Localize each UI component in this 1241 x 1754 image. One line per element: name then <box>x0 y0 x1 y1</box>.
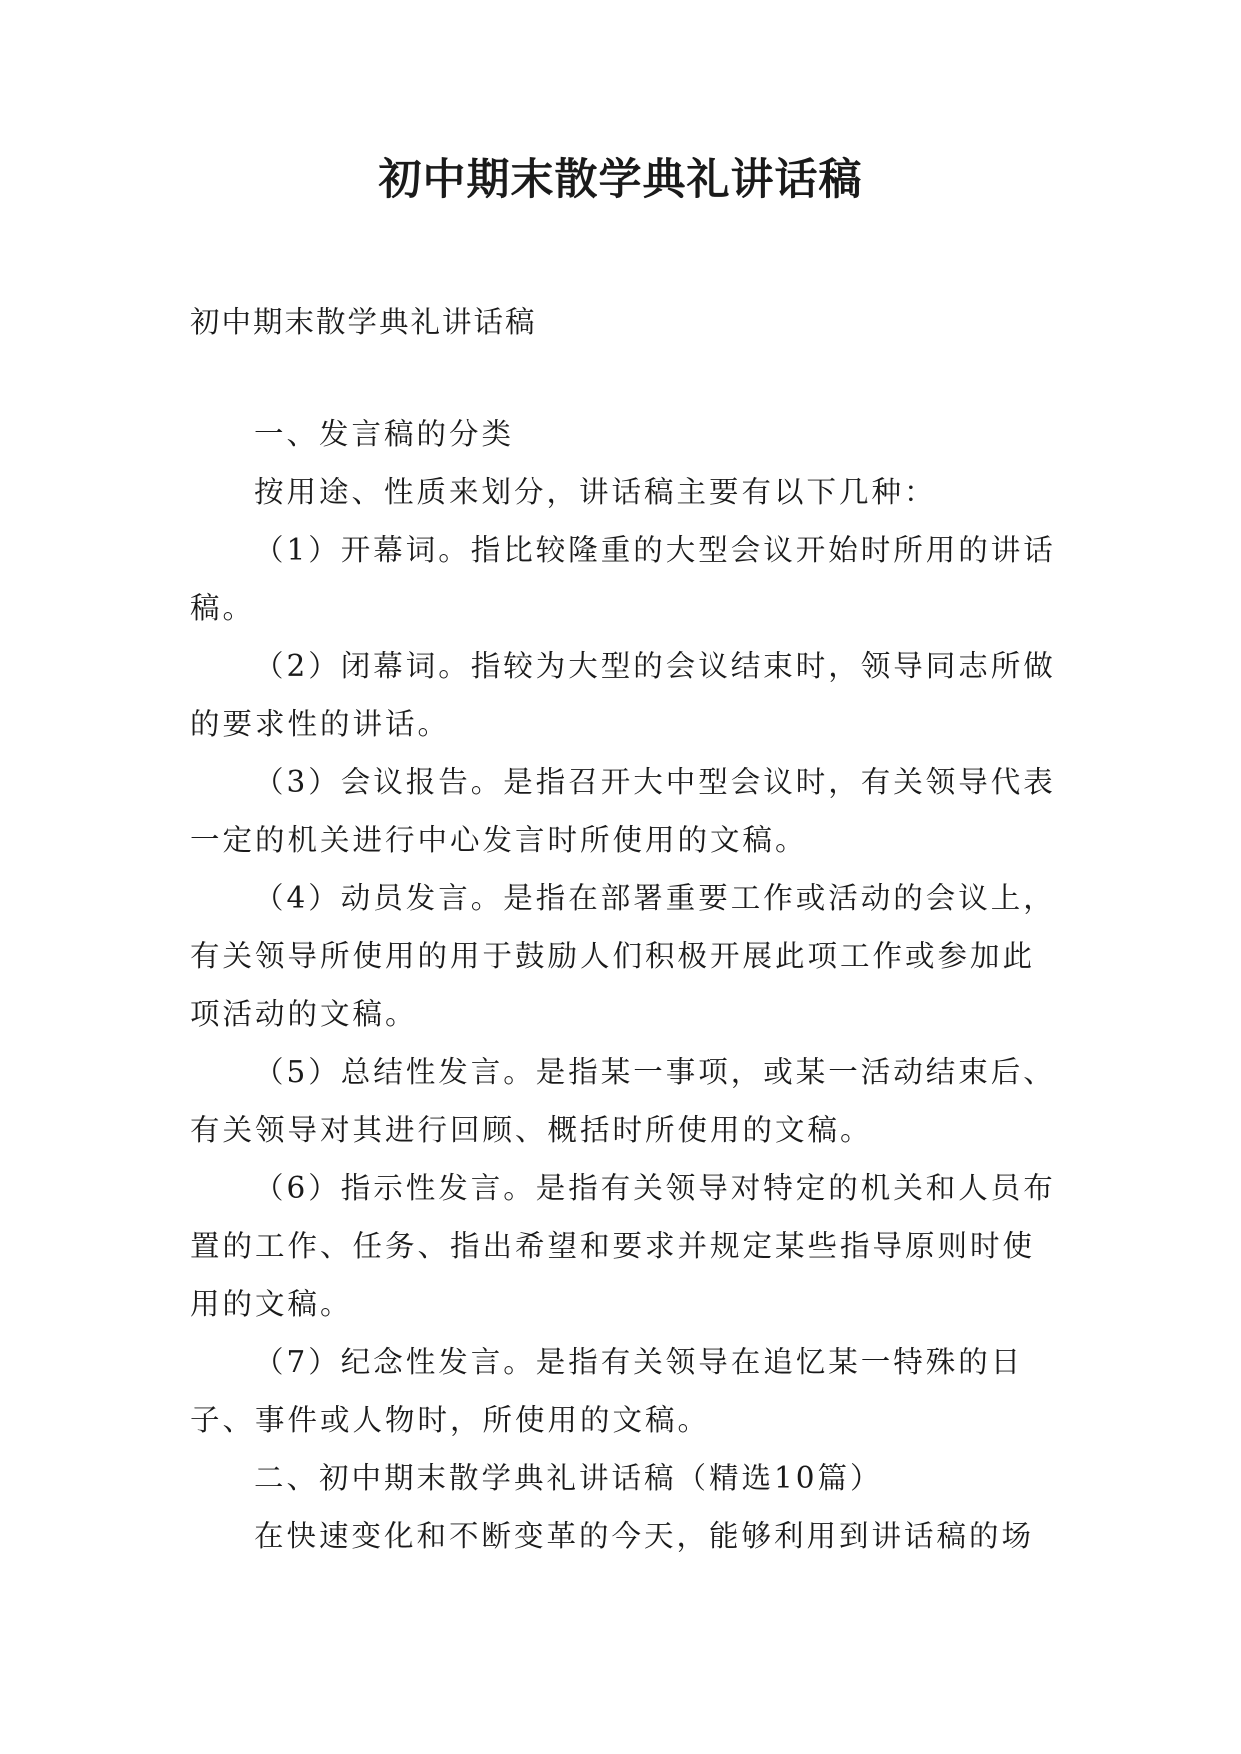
section-heading-1: 一、发言稿的分类 <box>254 417 515 451</box>
document-subtitle: 初中期末散学典礼讲话稿 <box>190 305 537 339</box>
paragraph-closing: 在快速变化和不断变革的今天，能够利用到讲话稿的场 <box>254 1519 1035 1553</box>
paragraph-item-7: （7）纪念性发言。是指有关领导在追忆某一特殊的日子、事件或人物时，所使用的文稿。 <box>190 1345 1024 1437</box>
paragraph-item-5: （5）总结性发言。是指某一事项，或某一活动结束后、有关领导对其进行回顾、概括时所使用的文稿。 <box>190 1055 1056 1147</box>
paragraph-item-1: （1）开幕词。指比较隆重的大型会议开始时所用的讲话稿。 <box>190 533 1056 625</box>
paragraph-item-2: （2）闭幕词。指较为大型的会议结束时，领导同志所做的要求性的讲话。 <box>190 649 1056 741</box>
document-body <box>190 293 1060 1565</box>
paragraph-item-6: （6）指示性发言。是指有关领导对特定的机关和人员布置的工作、任务、指出希望和要求并规定某些指导原则时使用的文稿。 <box>190 1171 1056 1321</box>
paragraph-item-3: （3）会议报告。是指召开大中型会议时，有关领导代表一定的机关进行中心发言时所使用的文稿。 <box>190 765 1056 857</box>
document-title: 初中期末散学典礼讲话稿 <box>378 155 863 205</box>
paragraph-intro: 按用途、性质来划分，讲话稿主要有以下几种： <box>254 475 937 509</box>
section-heading-2: 二、初中期末散学典礼讲话稿（精选10篇） <box>254 1461 883 1495</box>
paragraph-item-4: （4）动员发言。是指在部署重要工作或活动的会议上，有关领导所使用的用于鼓励人们积极开展此项工作或参加此项活动的文稿。 <box>190 881 1056 1031</box>
